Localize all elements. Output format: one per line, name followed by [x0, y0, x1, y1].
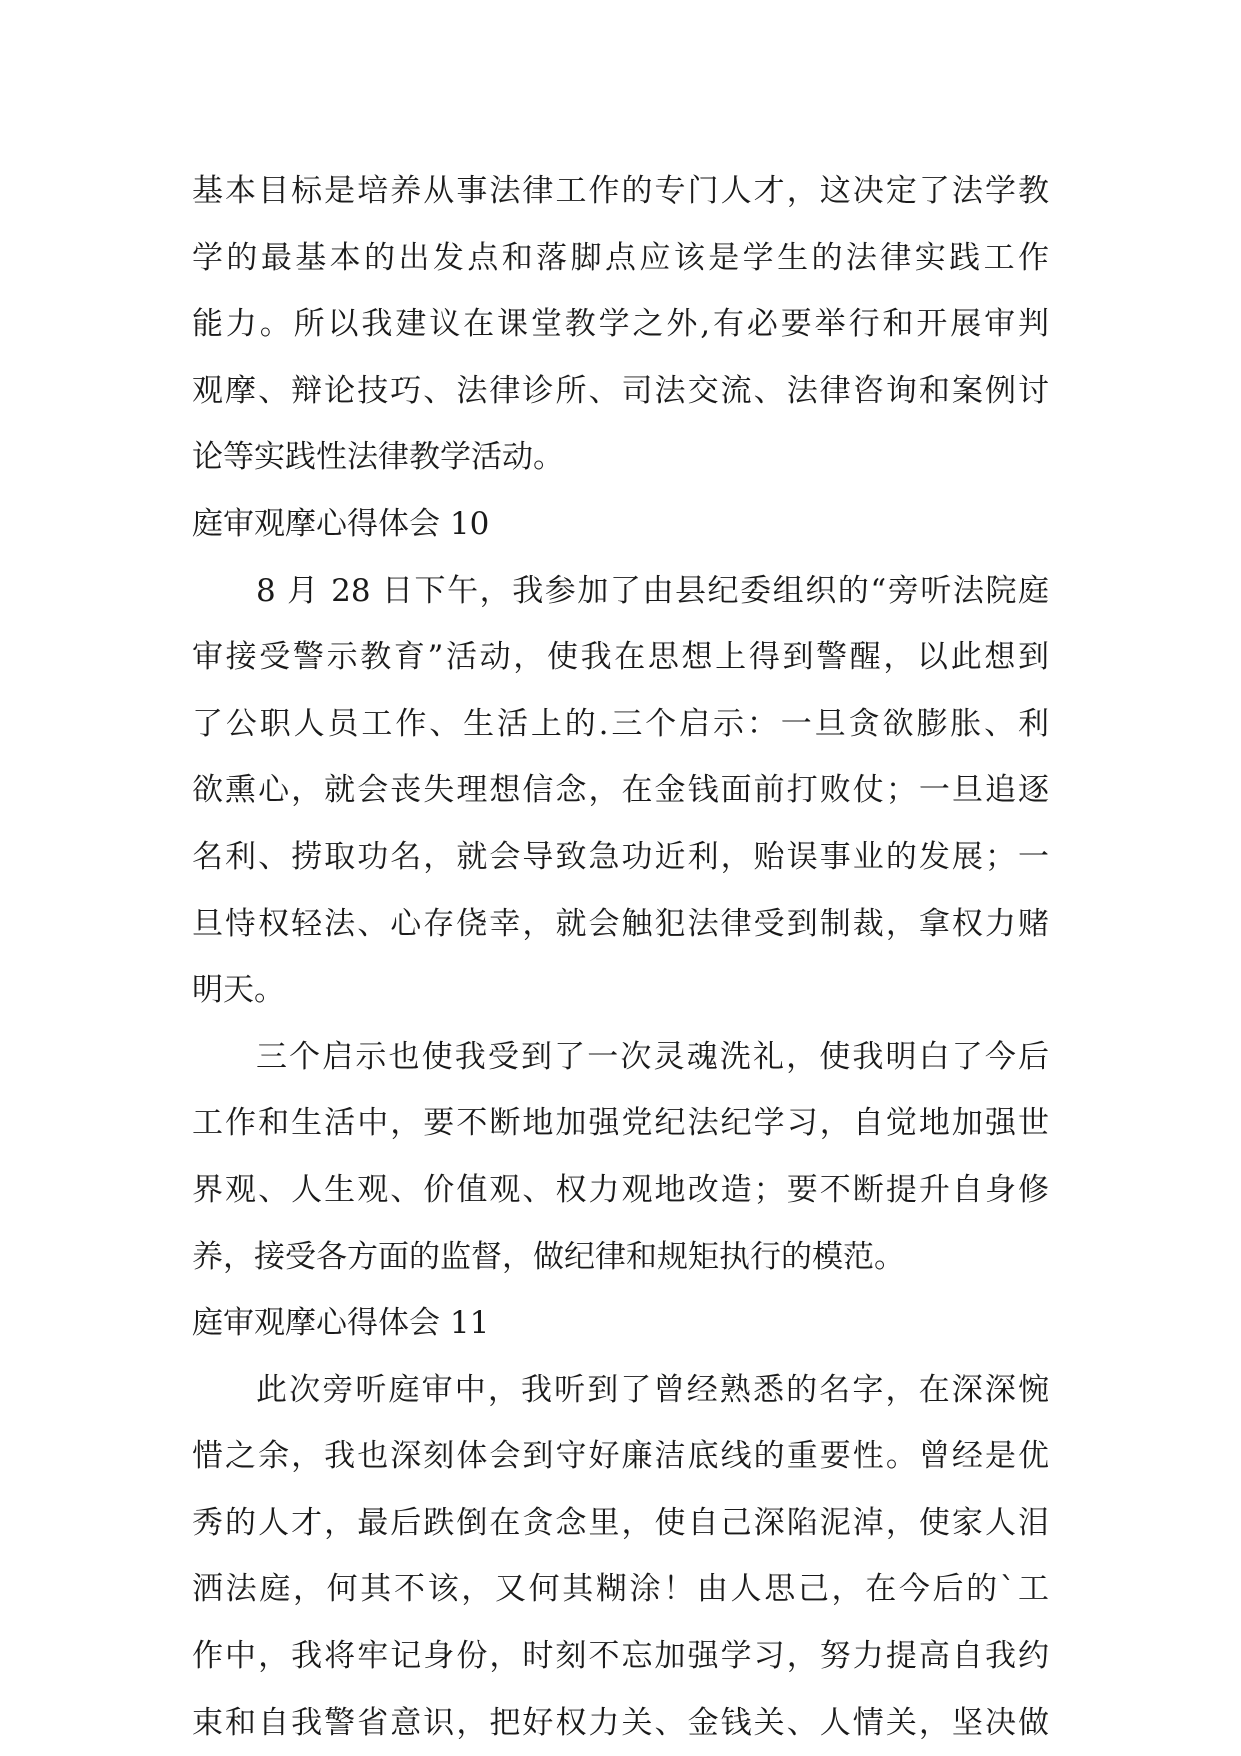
paragraph-line: 了公职人员工作、生活上的.三个启示：一旦贪欲膨胀、利 — [192, 705, 1049, 742]
paragraph-line: 论等实践性法律教学活动。 — [192, 439, 564, 476]
paragraph-line: 此次旁听庭审中，我听到了曾经熟悉的名字，在深深惋 — [256, 1371, 1049, 1408]
paragraph-line: 观摩、辩论技巧、法律诊所、司法交流、法律咨询和案例讨 — [192, 372, 1049, 409]
paragraph-line: 工作和生活中，要不断地加强党纪法纪学习，自觉地加强世 — [192, 1105, 1049, 1142]
paragraph-line: 基本目标是培养从事法律工作的专门人才，这决定了法学教 — [192, 173, 1049, 209]
section-heading: 庭审观摩心得体会 11 — [192, 1305, 490, 1342]
paragraph-line: 欲熏心，就会丧失理想信念，在金钱面前打败仗；一旦追逐 — [192, 772, 1049, 809]
document-body — [192, 158, 1049, 1756]
paragraph-line: 学的最基本的出发点和落脚点应该是学生的法律实践工作 — [192, 239, 1049, 276]
paragraph-line: 秀的人才，最后跌倒在贪念里，使自己深陷泥淖，使家人泪 — [192, 1504, 1049, 1541]
paragraph-line: 界观、人生观、价值观、权力观地改造；要不断提升自身修 — [192, 1171, 1049, 1208]
paragraph-line: 惜之余，我也深刻体会到守好廉洁底线的重要性。曾经是优 — [192, 1438, 1049, 1475]
paragraph-line: 作中，我将牢记身份，时刻不忘加强学习，努力提高自我约 — [192, 1638, 1049, 1675]
paragraph-line: 名利、捞取功名，就会导致急功近利，贻误事业的发展；一 — [192, 838, 1049, 875]
paragraph-line: 洒法庭，何其不该，又何其糊涂！由人思己，在今后的`工 — [192, 1571, 1049, 1608]
paragraph-line: 三个启示也使我受到了一次灵魂洗礼，使我明白了今后 — [256, 1038, 1049, 1075]
paragraph-line: 束和自我警省意识，把好权力关、金钱关、人情关，坚决做 — [192, 1704, 1049, 1741]
paragraph-line: 养，接受各方面的监督，做纪律和规矩执行的模范。 — [192, 1238, 905, 1275]
paragraph-line: 8 月 28 日下午，我参加了由县纪委组织的“旁听法院庭 — [256, 572, 1049, 609]
paragraph-line: 旦恃权轻法、心存侥幸，就会触犯法律受到制裁，拿权力赌 — [192, 905, 1049, 942]
paragraph-line: 明天。 — [192, 972, 285, 1009]
paragraph-line: 审接受警示教育”活动，使我在思想上得到警醒，以此想到 — [192, 639, 1049, 676]
paragraph-line: 能力。所以我建议在课堂教学之外,有必要举行和开展审判 — [192, 306, 1049, 343]
section-heading: 庭审观摩心得体会 10 — [192, 505, 490, 542]
